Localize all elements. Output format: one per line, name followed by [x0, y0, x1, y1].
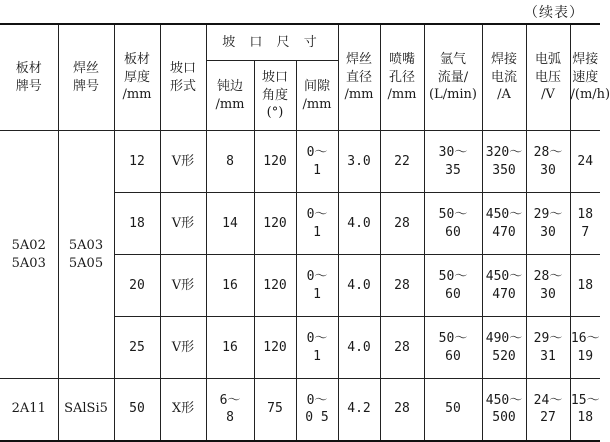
argon-flow-cell: 50～ 60 [424, 317, 482, 379]
wire-grade-cell: 5A03 5A05 [58, 131, 114, 379]
thickness-cell: 12 [114, 131, 160, 193]
argon-flow-cell: 50～ 60 [424, 193, 482, 255]
header-welding-current: 焊接 电流 /A [482, 24, 526, 131]
nozzle-diameter-cell: 28 [380, 317, 424, 379]
header-groove-form: 坡口 形式 [160, 24, 206, 131]
groove-form-cell: V形 [160, 131, 206, 193]
wire-diameter-cell: 4.0 [338, 255, 380, 317]
groove-form-cell: X形 [160, 379, 206, 441]
header-wire-diameter: 焊丝 直径 /mm [338, 24, 380, 131]
wire-grade-cell: SAlSi5 [58, 379, 114, 441]
nozzle-diameter-cell: 22 [380, 131, 424, 193]
argon-flow-cell: 30～ 35 [424, 131, 482, 193]
header-gap: 间隙 /mm [296, 61, 338, 131]
argon-flow-cell: 50 [424, 379, 482, 441]
groove-angle-cell: 120 [254, 193, 296, 255]
header-plate-grade: 板材 牌号 [0, 24, 58, 131]
header-welding-speed: 焊接 速度 /(m/h) [570, 24, 600, 131]
table-row [0, 131, 600, 193]
table-row [0, 379, 600, 441]
welding-speed-cell: 18 [570, 255, 600, 317]
welding-speed-cell: 18 7 [570, 193, 600, 255]
header-groove-angle: 坡口 角度 (°) [254, 61, 296, 131]
arc-voltage-cell: 29～ 31 [526, 317, 570, 379]
nozzle-diameter-cell: 28 [380, 193, 424, 255]
gap-cell: 0～ 1 [296, 255, 338, 317]
gap-cell: 0～ 1 [296, 131, 338, 193]
welding-current-cell: 320～ 350 [482, 131, 526, 193]
arc-voltage-cell: 28～ 30 [526, 255, 570, 317]
table-body [0, 131, 600, 441]
table-header [0, 24, 610, 131]
root-face-cell: 8 [206, 131, 254, 193]
gap-cell: 0～ 0 5 [296, 379, 338, 441]
groove-angle-cell: 75 [254, 379, 296, 441]
welding-speed-cell: 15～ 18 [570, 379, 600, 441]
groove-angle-cell: 120 [254, 317, 296, 379]
wire-diameter-cell: 3.0 [338, 131, 380, 193]
header-nozzle-diameter: 喷嘴 孔径 /mm [380, 24, 424, 131]
groove-angle-cell: 120 [254, 255, 296, 317]
wire-diameter-cell: 4.0 [338, 317, 380, 379]
plate-grade-cell: 5A02 5A03 [0, 131, 58, 379]
welding-speed-cell: 24 [570, 131, 600, 193]
groove-form-cell: V形 [160, 255, 206, 317]
continued-label: （续表） [524, 5, 584, 21]
root-face-cell: 16 [206, 255, 254, 317]
thickness-cell: 25 [114, 317, 160, 379]
wire-diameter-cell: 4.2 [338, 379, 380, 441]
header-plate-thickness: 板材 厚度 /mm [114, 24, 160, 131]
header-groove-size: 坡 口 尺 寸 [206, 24, 338, 61]
arc-voltage-cell: 24～ 27 [526, 379, 570, 441]
arc-voltage-cell: 29～ 30 [526, 193, 570, 255]
header-argon-flow: 氩气 流量/ (L/min) [424, 24, 482, 131]
welding-speed-cell: 16～ 19 [570, 317, 600, 379]
welding-parameters-table [0, 23, 610, 442]
header-row-1 [0, 24, 600, 61]
welding-current-cell: 450～ 470 [482, 255, 526, 317]
header-arc-voltage: 电弧 电压 /V [526, 24, 570, 131]
welding-current-cell: 490～ 520 [482, 317, 526, 379]
arc-voltage-cell: 28～ 30 [526, 131, 570, 193]
wire-diameter-cell: 4.0 [338, 193, 380, 255]
root-face-cell: 14 [206, 193, 254, 255]
header-root-face: 钝边 /mm [206, 61, 254, 131]
groove-form-cell: V形 [160, 193, 206, 255]
welding-current-cell: 450～ 470 [482, 193, 526, 255]
header-wire-grade: 焊丝 牌号 [58, 24, 114, 131]
nozzle-diameter-cell: 28 [380, 255, 424, 317]
gap-cell: 0～ 1 [296, 193, 338, 255]
nozzle-diameter-cell: 28 [380, 379, 424, 441]
thickness-cell: 50 [114, 379, 160, 441]
thickness-cell: 18 [114, 193, 160, 255]
root-face-cell: 16 [206, 317, 254, 379]
groove-angle-cell: 120 [254, 131, 296, 193]
welding-current-cell: 450～ 500 [482, 379, 526, 441]
groove-form-cell: V形 [160, 317, 206, 379]
gap-cell: 0～ 1 [296, 317, 338, 379]
argon-flow-cell: 50～ 60 [424, 255, 482, 317]
root-face-cell: 6～ 8 [206, 379, 254, 441]
thickness-cell: 20 [114, 255, 160, 317]
plate-grade-cell: 2A11 [0, 379, 58, 441]
